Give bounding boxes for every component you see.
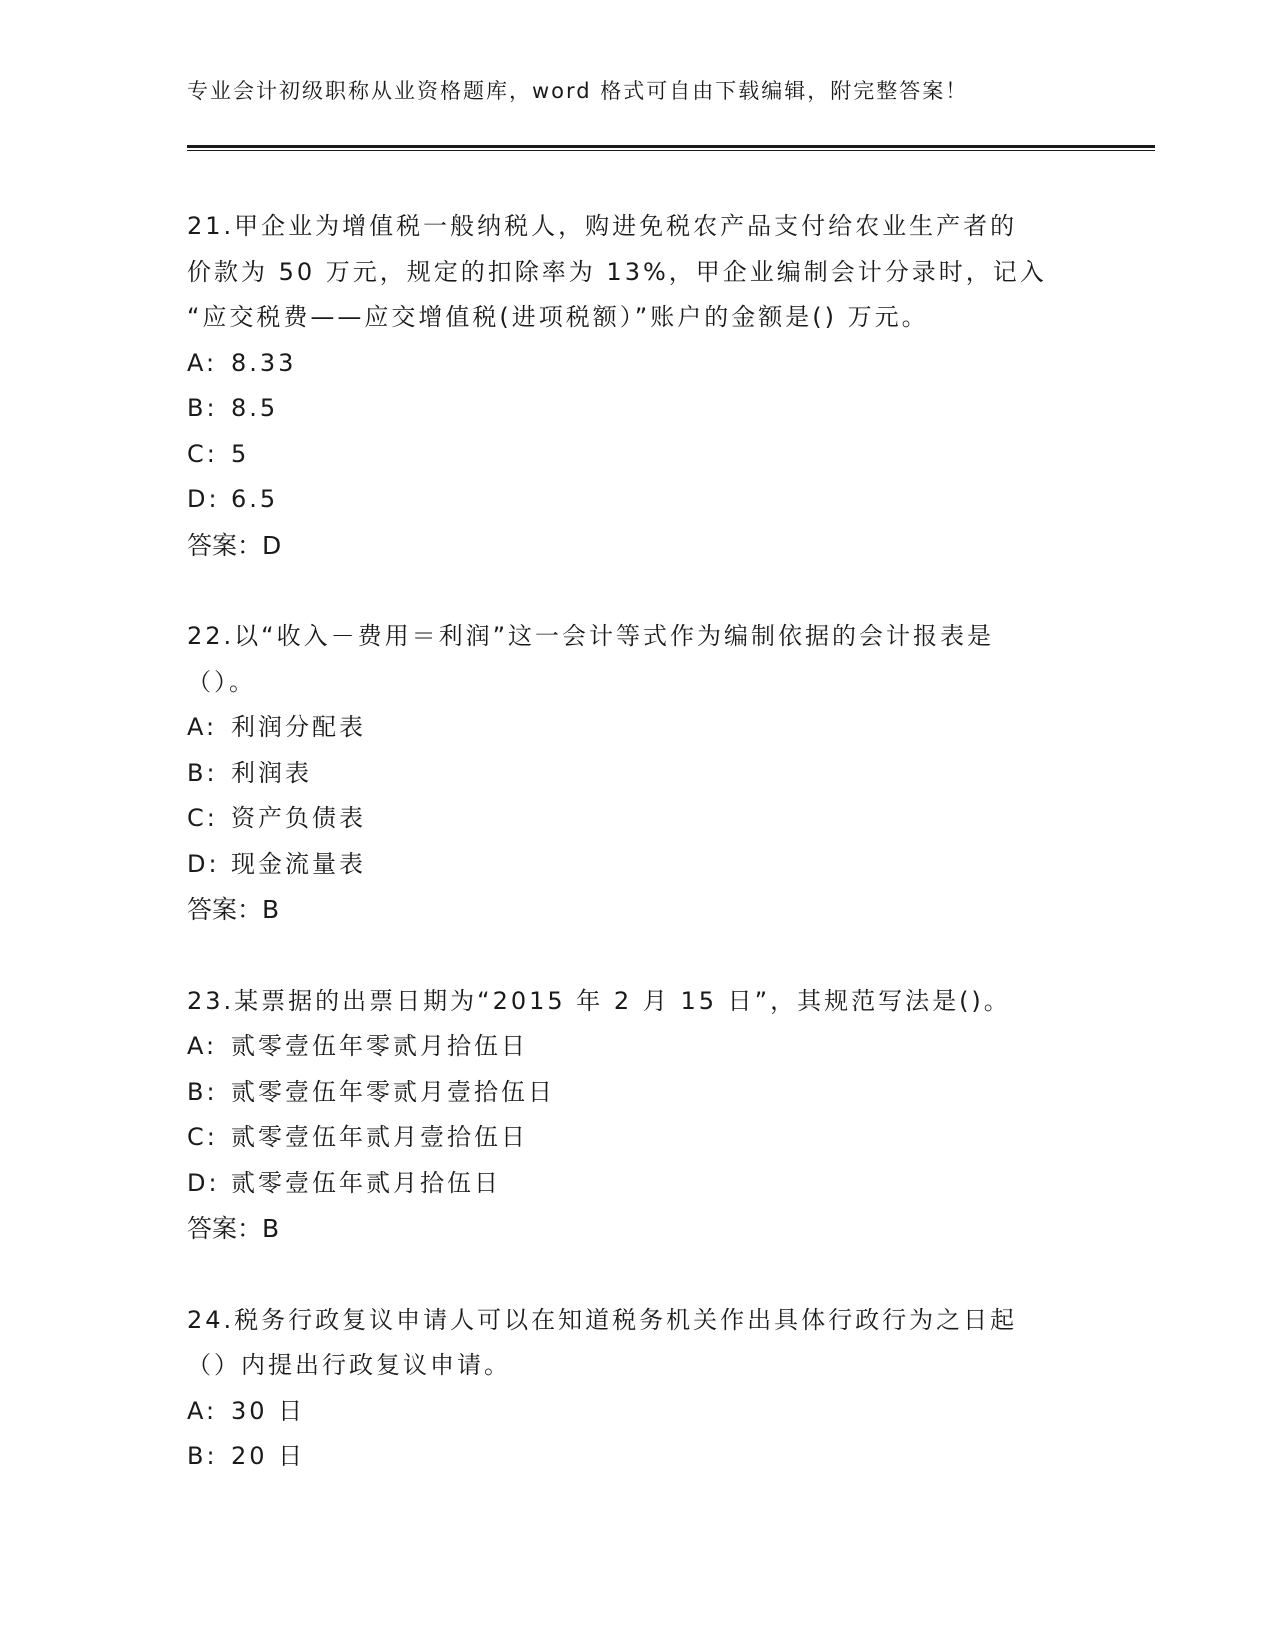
option-c <box>187 432 1087 478</box>
option-key: A: <box>187 348 218 377</box>
page-header: 专业会计初级职称从业资格题库，word 格式可自由下载编辑，附完整答案！ <box>187 79 969 103</box>
question-23 <box>187 979 1087 1252</box>
stem-line: 价款为 50 万元，规定的扣除率为 13%，甲企业编制会计分录时，记入 <box>187 257 1047 286</box>
option-d <box>187 1161 1087 1207</box>
option-text: 利润分配表 <box>231 713 366 741</box>
option-text: 贰零壹伍年贰月拾伍日 <box>231 1168 501 1197</box>
option-a <box>187 341 1087 387</box>
question-22 <box>187 614 1087 933</box>
stem-line: 23.某票据的出票日期为“2015 年 2 月 15 日”，其规范写法是()。 <box>187 986 1011 1015</box>
question-stem <box>187 614 1087 705</box>
stem-line: 22.以“收入－费用＝利润”这一会计等式作为编制依据的会计报表是 <box>187 622 995 650</box>
option-text: 贰零壹伍年零贰月拾伍日 <box>231 1032 528 1060</box>
option-b <box>187 386 1087 432</box>
stem-line: 24.税务行政复议申请人可以在知道税务机关作出具体行政行为之日起 <box>187 1305 1018 1334</box>
option-text: 5 <box>231 439 250 468</box>
option-key: D: <box>187 849 220 878</box>
question-list <box>187 204 1087 1526</box>
option-c <box>187 796 1087 842</box>
option-key: B: <box>187 758 218 787</box>
option-key: D: <box>187 1168 220 1197</box>
option-key: C: <box>187 439 218 468</box>
option-key: B: <box>187 1442 218 1470</box>
question-stem <box>187 204 1087 341</box>
answer-line: 答案：B <box>187 1214 280 1243</box>
option-d <box>187 842 1087 888</box>
answer-line: 答案：D <box>187 530 282 560</box>
option-text: 8.33 <box>231 348 297 377</box>
option-d <box>187 477 1087 523</box>
question-24 <box>187 1298 1087 1480</box>
question-stem <box>187 1298 1087 1389</box>
header-divider <box>187 145 1155 152</box>
option-text: 利润表 <box>231 758 312 787</box>
question-stem <box>187 979 1087 1025</box>
stem-line: 21.甲企业为增值税一般纳税人，购进免税农产品支付给农业生产者的 <box>187 212 1018 240</box>
option-b <box>187 1434 1087 1480</box>
option-b <box>187 1070 1087 1116</box>
option-b <box>187 751 1087 797</box>
option-text: 8.5 <box>231 394 279 422</box>
option-text: 现金流量表 <box>231 849 366 878</box>
stem-line: “应交税费——应交增值税(进项税额）”账户的金额是() 万元。 <box>187 303 929 331</box>
option-key: A: <box>187 1032 218 1060</box>
option-text: 贰零壹伍年贰月壹拾伍日 <box>231 1123 528 1151</box>
option-key: C: <box>187 1123 218 1151</box>
option-text: 20 日 <box>231 1442 306 1470</box>
option-text: 资产负债表 <box>231 804 366 832</box>
option-c <box>187 1115 1087 1161</box>
option-text: 贰零壹伍年零贰月壹拾伍日 <box>231 1077 555 1106</box>
stem-line: （）内提出行政复议申请。 <box>187 1351 511 1379</box>
option-key: A: <box>187 713 218 741</box>
answer-line: 答案：B <box>187 895 280 924</box>
question-21 <box>187 204 1087 568</box>
stem-line: （）。 <box>187 667 256 696</box>
option-key: D: <box>187 485 220 513</box>
option-a <box>187 705 1087 751</box>
option-text: 30 日 <box>231 1396 306 1425</box>
option-a <box>187 1024 1087 1070</box>
option-key: B: <box>187 394 218 422</box>
option-a <box>187 1389 1087 1435</box>
option-text: 6.5 <box>231 485 279 513</box>
option-key: B: <box>187 1077 218 1106</box>
option-key: C: <box>187 804 218 832</box>
option-key: A: <box>187 1396 218 1425</box>
